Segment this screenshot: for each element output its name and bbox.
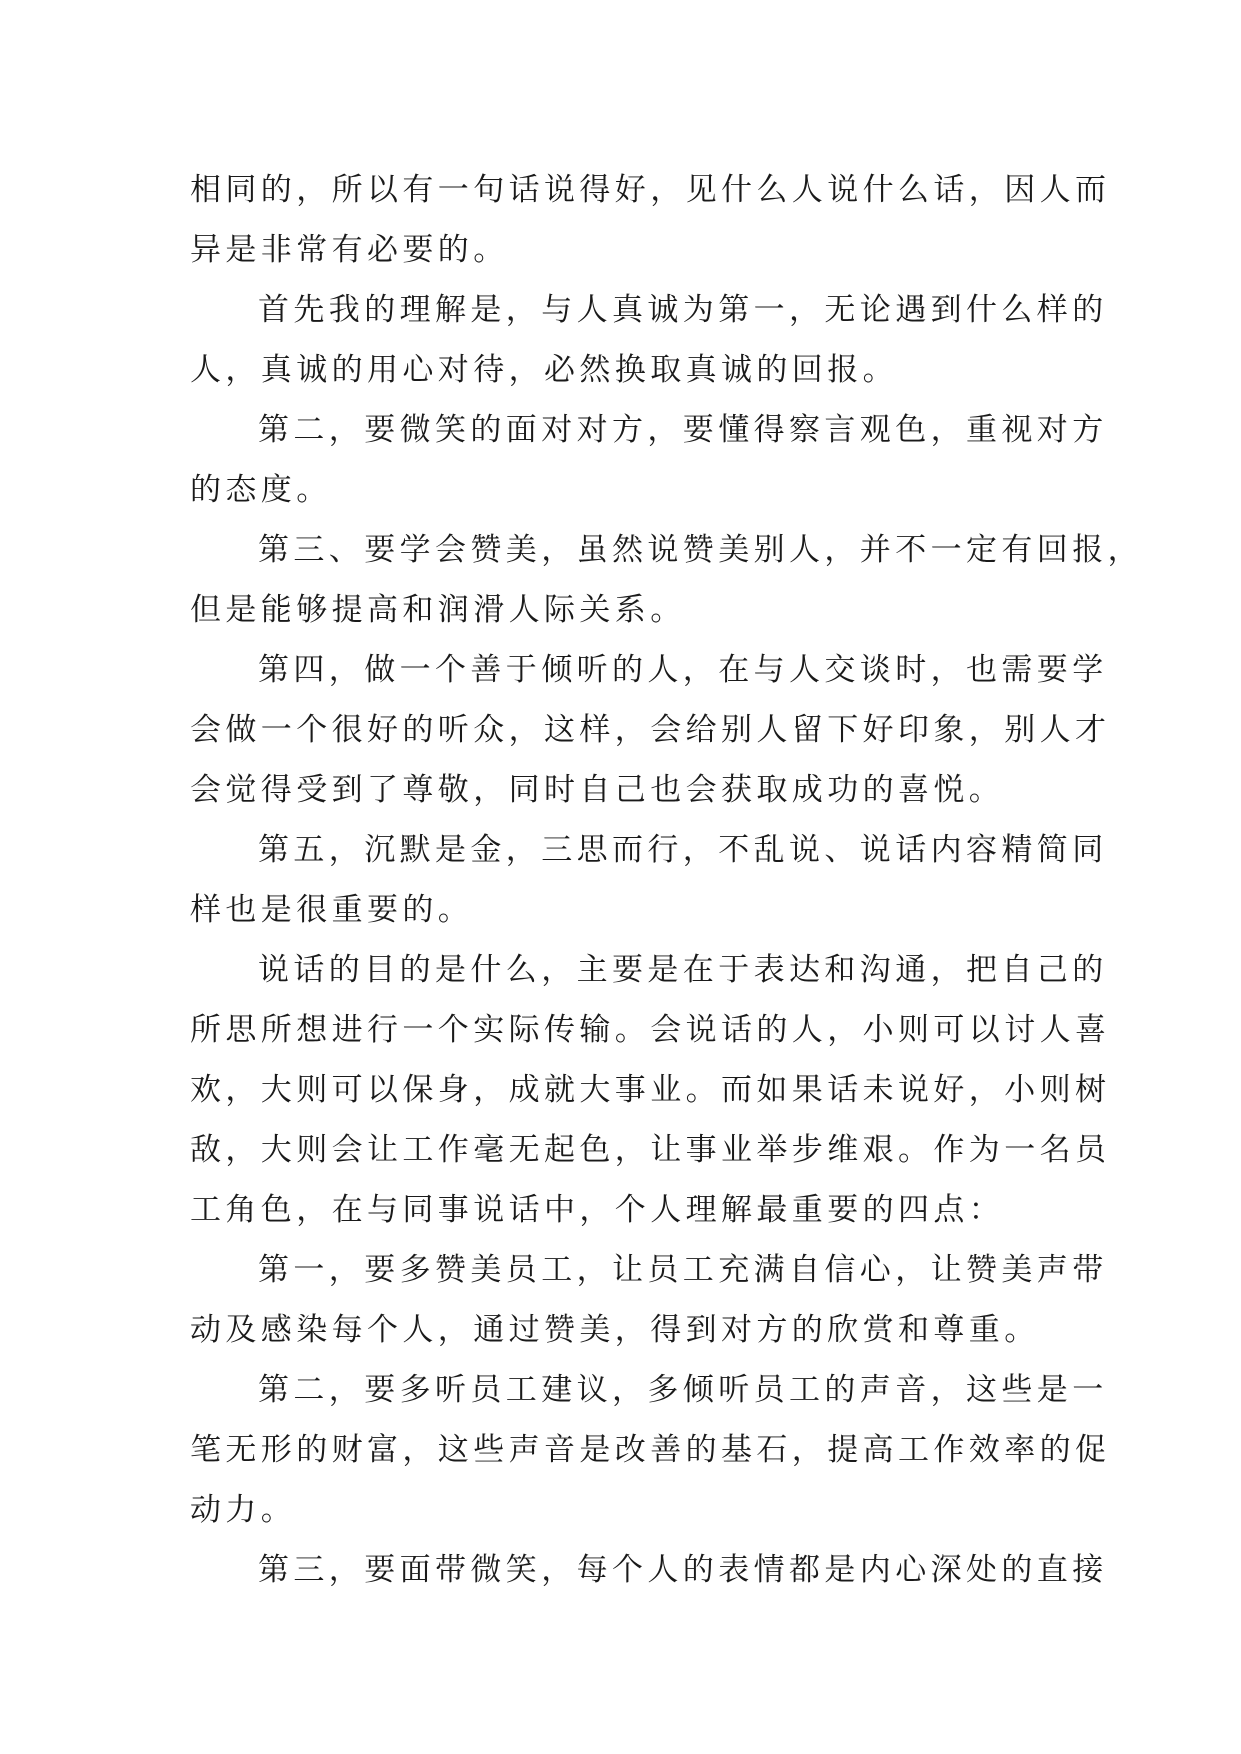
paragraph-first-line: 首先我的理解是，与人真诚为第一，无论遇到什么样的 (258, 292, 1108, 328)
paragraph-first-line: 第二，要多听员工建议，多倾听员工的声音，这些是一 (258, 1372, 1108, 1408)
text-line: 会做一个很好的听众，这样，会给别人留下好印象，别人才 (190, 712, 1111, 748)
document-body (190, 160, 1143, 1600)
paragraph-first-line: 第三、要学会赞美，虽然说赞美别人，并不一定有回报， (258, 532, 1143, 568)
text-line: 所思所想进行一个实际传输。会说话的人，小则可以讨人喜 (190, 1012, 1111, 1048)
text-line: 欢，大则可以保身，成就大事业。而如果话未说好，小则树 (190, 1072, 1111, 1108)
text-line: 但是能够提高和润滑人际关系。 (190, 592, 686, 628)
text-line: 动及感染每个人，通过赞美，得到对方的欣赏和尊重。 (190, 1312, 1040, 1348)
text-line: 动力。 (190, 1492, 297, 1528)
text-line: 敌，大则会让工作毫无起色，让事业举步维艰。作为一名员 (190, 1132, 1111, 1168)
text-line: 样也是很重要的。 (190, 892, 474, 928)
text-line: 笔无形的财富，这些声音是改善的基石，提高工作效率的促 (190, 1432, 1111, 1468)
paragraph-first-line: 第三，要面带微笑，每个人的表情都是内心深处的直接 (258, 1552, 1108, 1588)
paragraph-first-line: 第四，做一个善于倾听的人，在与人交谈时，也需要学 (258, 652, 1108, 688)
text-line: 相同的，所以有一句话说得好，见什么人说什么话，因人而 (190, 172, 1111, 208)
paragraph-first-line: 第一，要多赞美员工，让员工充满自信心，让赞美声带 (258, 1252, 1108, 1288)
paragraph-first-line: 第五，沉默是金，三思而行，不乱说、说话内容精简同 (258, 832, 1108, 868)
paragraph-first-line: 说话的目的是什么，主要是在于表达和沟通，把自己的 (258, 952, 1108, 988)
paragraph-first-line: 第二，要微笑的面对对方，要懂得察言观色，重视对方 (258, 412, 1108, 448)
text-line: 的态度。 (190, 472, 332, 508)
text-line: 人，真诚的用心对待，必然换取真诚的回报。 (190, 352, 898, 388)
text-line: 工角色，在与同事说话中，个人理解最重要的四点： (190, 1192, 1005, 1228)
text-line: 异是非常有必要的。 (190, 232, 509, 268)
text-line: 会觉得受到了尊敬，同时自己也会获取成功的喜悦。 (190, 772, 1005, 808)
